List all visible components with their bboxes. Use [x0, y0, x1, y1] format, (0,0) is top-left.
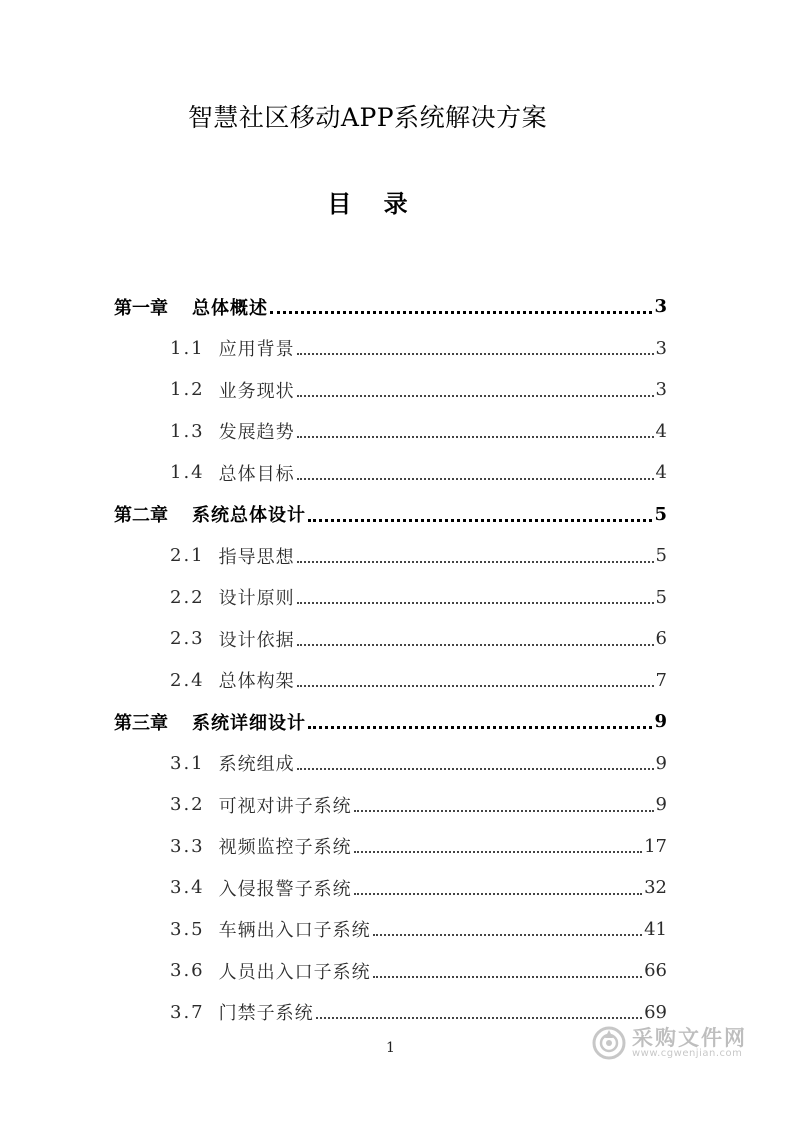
toc-dot-leader — [297, 685, 654, 687]
toc-entry-number: 3.7 — [170, 1001, 205, 1023]
toc-entry-page: 7 — [655, 669, 667, 691]
toc-entry-page: 5 — [655, 545, 667, 567]
toc-dot-leader — [316, 1017, 642, 1019]
toc-entry-section-2-3[interactable] — [0, 618, 793, 660]
toc-entry-number: 1.2 — [170, 379, 205, 401]
toc-entry-number: 3.6 — [170, 960, 205, 982]
toc-entry-page: 17 — [644, 835, 667, 857]
toc-dot-leader — [297, 768, 654, 770]
toc-heading: 目 录 — [327, 189, 420, 218]
toc-entry-number: 2.3 — [170, 628, 205, 650]
toc-entry-label: 总体构架 — [218, 671, 295, 693]
toc-entry-number: 1.3 — [170, 420, 205, 442]
toc-entry-label: 人员出入口子系统 — [218, 961, 371, 983]
toc-entry-label: 系统组成 — [218, 754, 295, 776]
toc-entry-label: 系统总体设计 — [192, 505, 306, 527]
toc-entry-section-3-5[interactable] — [0, 909, 793, 951]
toc-dot-leader — [270, 311, 652, 314]
toc-dot-leader — [297, 353, 654, 355]
toc-entry-number: 2.4 — [170, 669, 205, 691]
toc-dot-leader — [297, 602, 654, 604]
toc-entry-chapter-2[interactable] — [0, 494, 793, 536]
toc-entry-page: 4 — [655, 462, 667, 484]
toc-entry-number: 1.4 — [170, 462, 205, 484]
toc-entry-number: 3.1 — [170, 752, 205, 774]
toc-entry-page: 69 — [644, 1001, 667, 1023]
toc-entry-number: 3.2 — [170, 794, 205, 816]
toc-entry-section-1-1[interactable] — [0, 328, 793, 370]
toc-entry-number: 第二章 — [114, 505, 168, 527]
toc-dot-leader — [373, 934, 642, 936]
toc-entry-page: 66 — [644, 960, 667, 982]
toc-entry-number: 2.2 — [170, 586, 205, 608]
toc-entry-page: 5 — [654, 503, 667, 525]
toc-entry-section-3-2[interactable] — [0, 784, 793, 826]
toc-entry-page: 41 — [644, 918, 667, 940]
toc-entry-label: 系统详细设计 — [192, 712, 306, 734]
toc-entry-section-1-4[interactable] — [0, 452, 793, 494]
toc-entry-label: 视频监控子系统 — [218, 837, 352, 859]
toc-entry-label: 入侵报警子系统 — [218, 878, 352, 900]
toc-entry-number: 第一章 — [114, 297, 168, 319]
table-of-contents — [0, 286, 793, 1033]
toc-entry-label: 车辆出入口子系统 — [218, 920, 371, 942]
toc-entry-section-2-2[interactable] — [0, 577, 793, 619]
toc-entry-chapter-3[interactable] — [0, 701, 793, 743]
toc-entry-section-1-3[interactable] — [0, 411, 793, 453]
toc-entry-number: 1.1 — [170, 337, 205, 359]
toc-entry-section-1-2[interactable] — [0, 369, 793, 411]
toc-entry-label: 发展趋势 — [218, 422, 295, 444]
toc-entry-page: 9 — [655, 794, 667, 816]
toc-entry-label: 总体目标 — [218, 463, 295, 485]
toc-entry-label: 可视对讲子系统 — [218, 795, 352, 817]
toc-entry-number: 3.5 — [170, 918, 205, 940]
toc-entry-label: 设计依据 — [218, 629, 295, 651]
toc-entry-chapter-1[interactable] — [0, 286, 793, 328]
toc-dot-leader — [373, 976, 642, 978]
toc-dot-leader — [354, 893, 642, 895]
toc-dot-leader — [354, 810, 654, 812]
toc-entry-number: 2.1 — [170, 545, 205, 567]
toc-dot-leader — [297, 644, 654, 646]
page-number: 1 — [386, 1040, 395, 1056]
toc-entry-number: 3.4 — [170, 877, 205, 899]
watermark-url: www.cgwenjian.com — [632, 1047, 743, 1059]
toc-dot-leader — [297, 478, 654, 480]
toc-entry-page: 5 — [655, 586, 667, 608]
toc-dot-leader — [297, 436, 654, 438]
toc-dot-leader — [297, 395, 654, 397]
toc-entry-section-3-6[interactable] — [0, 950, 793, 992]
toc-entry-number: 第三章 — [114, 712, 168, 734]
toc-dot-leader — [308, 519, 652, 522]
document-title: 智慧社区移动APP系统解决方案 — [187, 103, 548, 132]
toc-entry-label: 业务现状 — [218, 380, 295, 402]
toc-entry-section-2-4[interactable] — [0, 660, 793, 702]
toc-entry-section-2-1[interactable] — [0, 535, 793, 577]
toc-entry-page: 32 — [644, 877, 667, 899]
toc-entry-label: 门禁子系统 — [218, 1003, 314, 1025]
toc-entry-page: 3 — [655, 379, 667, 401]
toc-entry-page: 6 — [655, 628, 667, 650]
toc-dot-leader — [308, 726, 652, 729]
toc-entry-label: 指导思想 — [218, 546, 295, 568]
watermark — [592, 1026, 747, 1060]
toc-entry-label: 总体概述 — [192, 297, 268, 319]
toc-entry-section-3-3[interactable] — [0, 826, 793, 868]
watermark-logo-icon — [592, 1026, 626, 1060]
toc-entry-label: 设计原则 — [218, 588, 295, 610]
toc-entry-label: 应用背景 — [218, 339, 295, 361]
toc-entry-page: 3 — [654, 296, 667, 318]
toc-entry-page: 3 — [655, 337, 667, 359]
toc-dot-leader — [354, 851, 642, 853]
toc-dot-leader — [297, 561, 654, 563]
toc-entry-section-3-4[interactable] — [0, 867, 793, 909]
toc-entry-page: 4 — [655, 420, 667, 442]
toc-entry-page: 9 — [654, 711, 667, 733]
watermark-name: 采购文件网 — [632, 1025, 747, 1050]
toc-entry-page: 9 — [655, 752, 667, 774]
toc-entry-section-3-1[interactable] — [0, 743, 793, 785]
toc-entry-number: 3.3 — [170, 835, 205, 857]
